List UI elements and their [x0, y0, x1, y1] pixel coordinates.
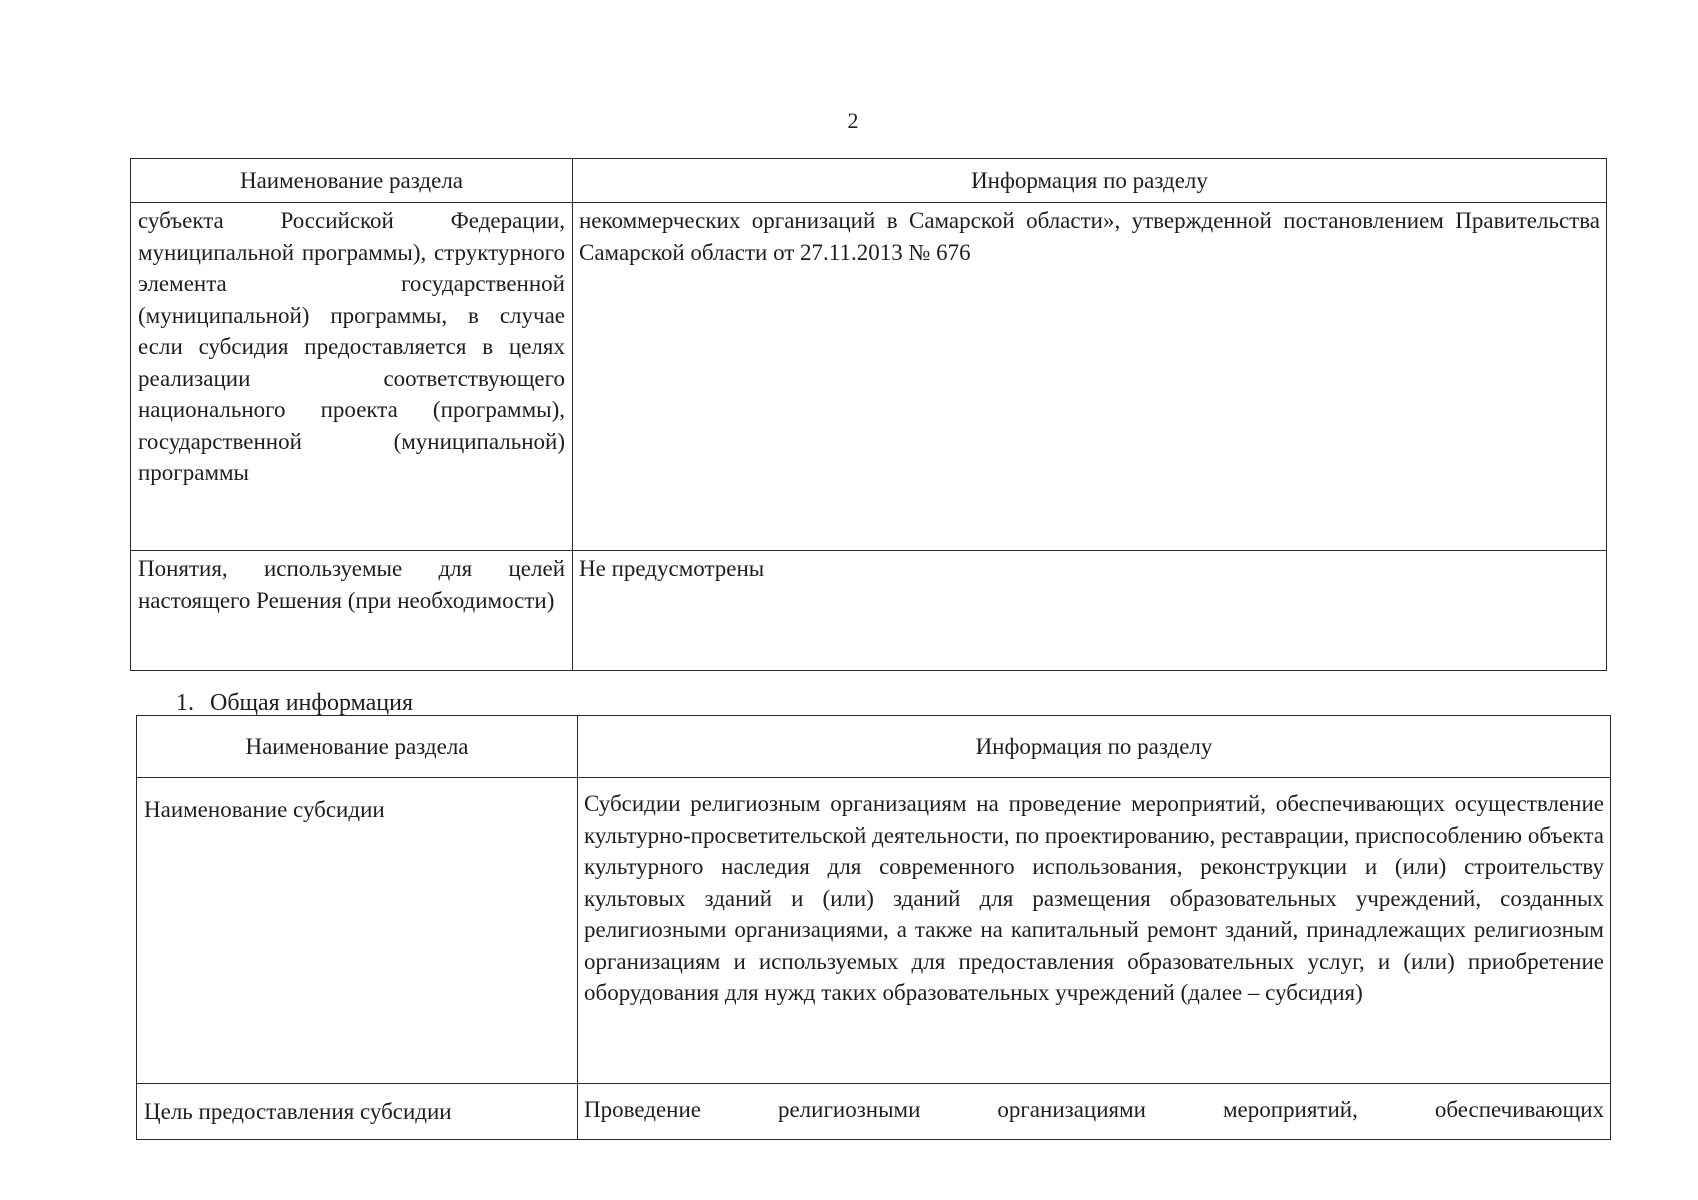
section-info-text: Субсидии религиозным организациям на проведение мероприятий, обеспечивающих осуществление культурно-просветительской деятельности, по проектированию, реставрации, приспособлению объекта культурного наследия для современного использования, реконструкции и (или) строительству культовых зданий и (или) зданий для размещения образовательных учреждений, созданных религиозными организациями, а также на капитальный ремонт зданий, принадлежащих религиозным организациям и используемых для предоставления образовательных услуг, и (или) приобретение оборудования для нужд таких образовательных учреждений (далее – субсидия)	[584, 791, 1604, 1005]
section-info-text: некоммерческих организаций в Самарской области», утвержденной постановлением Правительства Самарской области от 27.11.2013 № 676	[579, 208, 1600, 265]
table-header-row	[137, 716, 1611, 778]
column-header-section-name: Наименование раздела	[131, 159, 573, 203]
table-row	[131, 203, 1607, 551]
section-info-text: Проведение религиозными организациями мероприятий, обеспечивающих	[584, 1097, 1604, 1122]
section-info-text: Не предусмотрены	[579, 556, 765, 581]
section-name-text: Наименование субсидии	[144, 797, 385, 822]
column-header-section-info: Информация по разделу	[578, 716, 1611, 778]
section-heading	[176, 688, 413, 718]
table-row	[137, 778, 1611, 1084]
table-header-row	[131, 159, 1607, 203]
section-info-cell	[578, 778, 1611, 1084]
section-title: Общая информация	[210, 690, 413, 716]
column-header-section-info: Информация по разделу	[573, 159, 1607, 203]
page-number: 2	[847, 108, 859, 133]
section-info-cell	[573, 203, 1607, 551]
continued-info-table	[130, 158, 1607, 671]
section-name-cell	[137, 778, 578, 1084]
section-name-cell	[131, 551, 573, 671]
section-name-text: Цель предоставления субсидии	[144, 1099, 452, 1124]
table-row	[131, 551, 1607, 671]
section-number: 1.	[176, 690, 194, 716]
section-name-cell	[131, 203, 573, 551]
column-header-section-name: Наименование раздела	[137, 716, 578, 778]
general-info-table	[136, 715, 1611, 1140]
section-name-text: субъекта Российской Федерации, муниципальной программы), структурного элемента государственной (муниципальной) программы, в случае если субсидия предоставляется в целях реализации соответствующего национального проекта (программы), государственной (муниципальной) программы	[138, 208, 565, 485]
section-info-cell	[578, 1084, 1611, 1140]
section-info-cell	[573, 551, 1607, 671]
section-name-text: Понятия, используемые для целей настоящего Решения (при необходимости)	[138, 556, 565, 613]
table-row	[137, 1084, 1611, 1140]
section-name-cell	[137, 1084, 578, 1140]
